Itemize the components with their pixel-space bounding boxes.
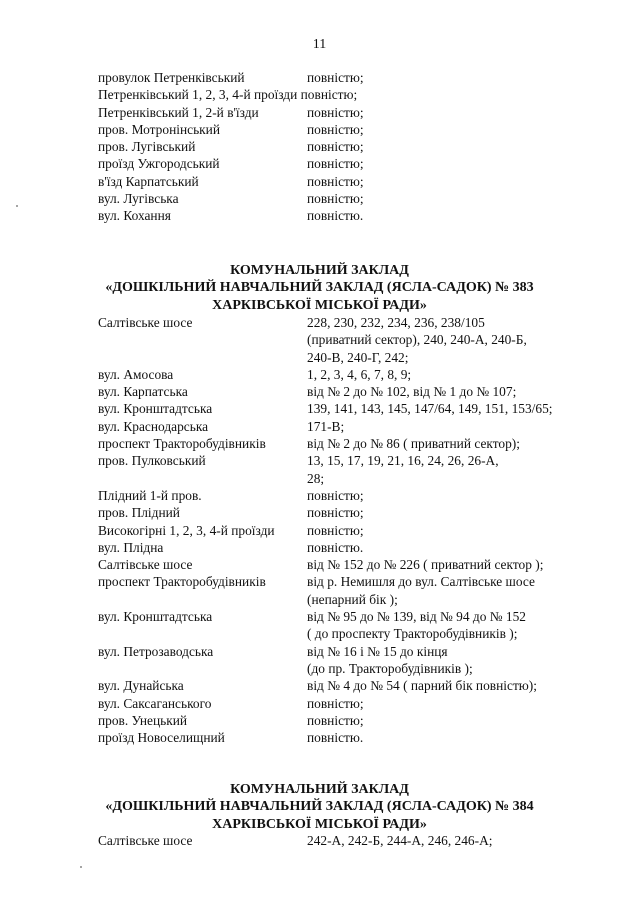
street-name: вул. Амосова xyxy=(98,366,174,382)
section-heading-383 xyxy=(0,262,639,314)
street-name: в'їзд Карпатський xyxy=(98,173,199,189)
address-row xyxy=(98,207,623,224)
house-numbers-line: повністю. xyxy=(307,730,364,746)
section-heading-384 xyxy=(0,781,639,833)
street-name: Плідний 1-й пров. xyxy=(98,487,202,503)
street-name: проїзд Ужгородський xyxy=(98,156,220,172)
address-row xyxy=(98,504,623,521)
house-numbers-line: повністю; xyxy=(307,522,364,538)
address-row xyxy=(98,643,623,678)
address-row xyxy=(98,121,623,138)
page-number: 11 xyxy=(312,37,327,52)
house-numbers-line: повністю; xyxy=(307,121,364,137)
address-row xyxy=(98,69,623,86)
street-name: Салтівське шосе xyxy=(98,557,193,573)
heading-line: КОМУНАЛЬНИЙ ЗАКЛАД xyxy=(230,782,409,797)
address-row xyxy=(98,695,623,712)
street-name: пров. Мотронінський xyxy=(98,121,221,137)
house-numbers-line: повністю; xyxy=(307,70,364,85)
street-name: Високогірні 1, 2, 3, 4-й проїзди xyxy=(98,522,275,538)
street-name: вул. Кохання xyxy=(98,208,171,224)
address-row xyxy=(98,366,623,383)
street-name: пров. Плідний xyxy=(98,505,180,521)
address-row xyxy=(98,573,623,608)
heading-line: КОМУНАЛЬНИЙ ЗАКЛАД xyxy=(230,263,409,278)
street-name: проспект Тракторобудівників xyxy=(98,436,266,452)
address-list-384 xyxy=(98,832,623,849)
house-numbers-line: (непарний бік ); xyxy=(307,591,398,607)
house-numbers-line: від № 95 до № 139, від № 94 до № 152 xyxy=(307,609,526,625)
house-numbers-line: 1, 2, 3, 4, 6, 7, 8, 9; xyxy=(307,366,412,382)
house-numbers-line: від № 16 і № 15 до кінця xyxy=(307,643,448,659)
street-name: вул. Карпатська xyxy=(98,384,188,400)
address-row xyxy=(98,383,623,400)
scan-speck xyxy=(80,866,82,868)
address-row xyxy=(98,435,623,452)
house-numbers-line: повністю; xyxy=(307,712,364,728)
house-numbers-line: повністю; xyxy=(307,487,364,503)
address-row xyxy=(98,314,623,366)
house-numbers-line: 240-В, 240-Г, 242; xyxy=(307,349,409,365)
address-row xyxy=(98,487,623,504)
address-row xyxy=(98,173,623,190)
address-row xyxy=(98,452,623,487)
house-numbers xyxy=(98,366,623,383)
house-numbers-line: повністю; xyxy=(307,505,364,521)
scan-speck xyxy=(16,205,18,207)
street-name: вул. Саксаганського xyxy=(98,695,212,711)
house-numbers-line: 171-В; xyxy=(307,418,345,434)
street-name: вул. Кронштадтська xyxy=(98,401,213,417)
street-name: вул. Плідна xyxy=(98,539,164,555)
address-row xyxy=(98,539,623,556)
house-numbers-line: 28; xyxy=(307,470,325,486)
street-name: проїзд Новоселищний xyxy=(98,730,225,746)
street-name: пров. Лугівський xyxy=(98,139,196,155)
house-numbers-line: повністю. xyxy=(307,208,364,224)
address-row xyxy=(98,138,623,155)
address-row xyxy=(98,190,623,207)
house-numbers xyxy=(98,207,623,224)
address-list-383 xyxy=(98,314,623,746)
house-numbers-line: 242-А, 242-Б, 244-А, 246, 246-А; xyxy=(307,833,493,848)
house-numbers-line: повністю; xyxy=(307,139,364,155)
street-name: проспект Тракторобудівників xyxy=(98,574,266,590)
address-row xyxy=(98,729,623,746)
street-name: вул. Краснодарська xyxy=(98,418,209,434)
street-name: Салтівське шосе xyxy=(98,315,193,330)
address-row xyxy=(98,400,623,417)
address-row xyxy=(98,104,623,121)
house-numbers-line: повністю. xyxy=(307,539,364,555)
street-name: вул. Кронштадтська xyxy=(98,609,213,625)
address-row xyxy=(98,522,623,539)
address-row xyxy=(98,712,623,729)
house-numbers-line: повністю; xyxy=(307,191,364,207)
address-list-block1 xyxy=(98,69,623,225)
house-numbers-line: від р. Немишля до вул. Салтівське шосе xyxy=(307,574,535,590)
house-numbers-line: (приватний сектор), 240, 240-А, 240-Б, xyxy=(307,332,527,348)
street-name: Петренківський 1, 2-й в'їзди xyxy=(98,104,259,120)
address-row xyxy=(98,418,623,435)
house-numbers-line: повністю; xyxy=(307,104,364,120)
street-name: вул. Петрозаводська xyxy=(98,643,214,659)
address-row xyxy=(98,832,623,849)
street-name: Петренківський 1, 2, 3, 4-й проїзди повністю; xyxy=(98,87,358,103)
house-numbers-line: від № 2 до № 86 ( приватний сектор); xyxy=(307,436,520,452)
house-numbers-line: від № 152 до № 226 ( приватний сектор ); xyxy=(307,557,544,573)
house-numbers-line: 228, 230, 232, 234, 236, 238/105 xyxy=(307,315,485,330)
address-row xyxy=(98,556,623,573)
heading-line: «ДОШКІЛЬНИЙ НАВЧАЛЬНИЙ ЗАКЛАД (ЯСЛА-САДОК) № 384 xyxy=(105,799,534,815)
house-numbers-line: ( до проспекту Тракторобудівників ); xyxy=(307,626,518,642)
street-name: вул. Лугівська xyxy=(98,191,179,207)
street-name: вул. Дунайська xyxy=(98,678,184,694)
heading-line: ХАРКІВСЬКОЇ МІСЬКОЇ РАДИ» xyxy=(212,297,427,313)
address-row xyxy=(98,608,623,643)
street-name: провулок Петренківський xyxy=(98,70,245,85)
heading-line: «ДОШКІЛЬНИЙ НАВЧАЛЬНИЙ ЗАКЛАД (ЯСЛА-САДОК) № 383 xyxy=(105,280,534,296)
house-numbers-line: повністю; xyxy=(307,173,364,189)
address-row xyxy=(98,677,623,694)
house-numbers-line: від № 4 до № 54 ( парний бік повністю); xyxy=(307,678,537,694)
heading-line: ХАРКІВСЬКОЇ МІСЬКОЇ РАДИ» xyxy=(212,816,427,832)
address-row xyxy=(98,86,623,103)
street-name: Салтівське шосе xyxy=(98,833,193,848)
street-name: пров. Пулковський xyxy=(98,453,206,469)
address-row xyxy=(98,155,623,172)
house-numbers-line: від № 2 до № 102, від № 1 до № 107; xyxy=(307,384,517,400)
house-numbers-line: 13, 15, 17, 19, 21, 16, 24, 26, 26-А, xyxy=(307,453,499,469)
house-numbers-line: (до пр. Тракторобудівників ); xyxy=(307,660,473,676)
house-numbers-line: повністю; xyxy=(307,156,364,172)
house-numbers xyxy=(98,539,623,556)
street-name: пров. Унецький xyxy=(98,712,188,728)
house-numbers-line: 139, 141, 143, 145, 147/64, 149, 151, 153/65; xyxy=(307,401,553,417)
house-numbers-line: повністю; xyxy=(307,695,364,711)
